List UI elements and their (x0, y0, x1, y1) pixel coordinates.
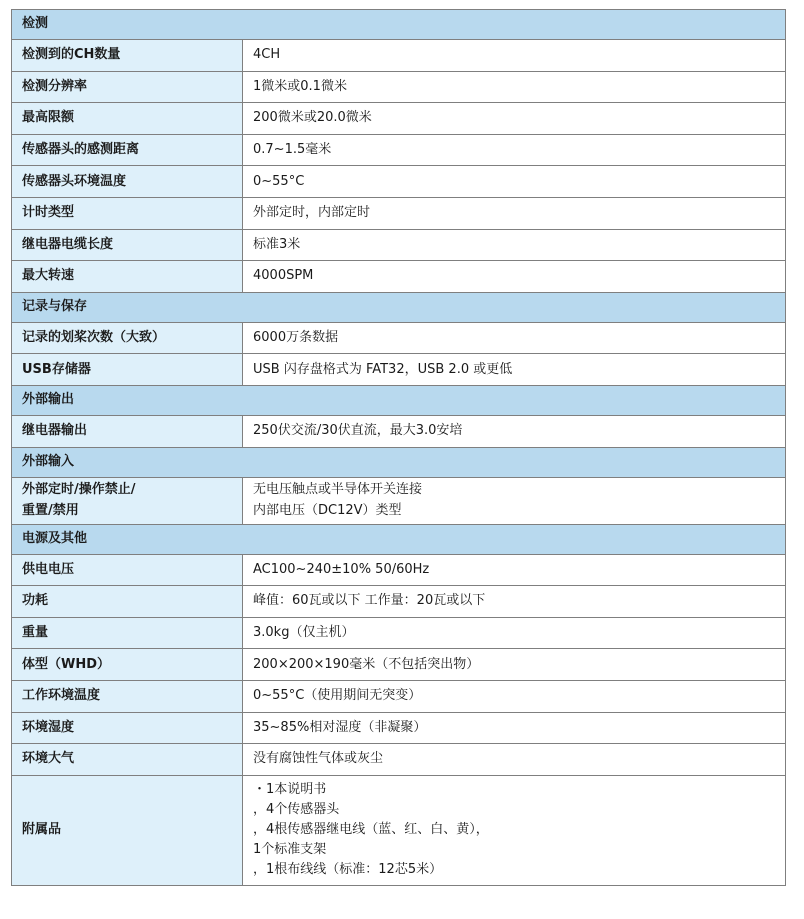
row-value: 6000万条数据 (243, 322, 786, 354)
row-value: 1微米或0.1微米 (243, 71, 786, 103)
row-value: 250伏交流/30伏直流，最大3.0安培 (243, 415, 786, 447)
table-row (12, 617, 786, 649)
row-label: 传感器头环境温度 (12, 166, 243, 198)
table-row (12, 477, 786, 524)
row-label: 工作环境温度 (12, 680, 243, 712)
table-row (12, 775, 786, 885)
section-header (12, 292, 786, 322)
row-value: 没有腐蚀性气体或灰尘 (243, 744, 786, 776)
table-row (12, 40, 786, 72)
row-value: 4CH (243, 40, 786, 72)
row-value: 峰值：60瓦或以下 工作量：20瓦或以下 (243, 586, 786, 618)
row-label: 环境湿度 (12, 712, 243, 744)
accessory-line: 1个标准支架 (253, 842, 327, 858)
table-row (12, 322, 786, 354)
accessory-line: ，4个传感器头 (253, 801, 340, 817)
row-value: 0~55°C（使用期间无突变） (243, 680, 786, 712)
spec-table (11, 9, 786, 886)
section-title: 外部输出 (12, 385, 786, 415)
accessory-line: ，4根传感器继电线（蓝、红、白、黄）， (253, 822, 489, 838)
section-title: 检测 (12, 10, 786, 40)
row-value: 外部定时，内部定时 (243, 197, 786, 229)
row-label: 继电器电缆长度 (12, 229, 243, 261)
row-value (243, 775, 786, 885)
table-row (12, 134, 786, 166)
row-value: 0~55°C (243, 166, 786, 198)
row-label: 检测到的CH数量 (12, 40, 243, 72)
row-label: 重量 (12, 617, 243, 649)
section-header (12, 385, 786, 415)
row-value (243, 477, 786, 524)
row-value-line: 无电压触点或半导体开关连接 (253, 482, 423, 498)
row-value: USB 闪存盘格式为 FAT32，USB 2.0 或更低 (243, 354, 786, 386)
row-label: 体型（WHD） (12, 649, 243, 681)
table-row (12, 261, 786, 293)
section-header (12, 10, 786, 40)
accessory-line: ・1本说明书 (253, 781, 327, 797)
row-label: 传感器头的感测距离 (12, 134, 243, 166)
row-value: 4000SPM (243, 261, 786, 293)
section-header (12, 524, 786, 554)
row-label: 附属品 (12, 775, 243, 885)
row-value: 3.0kg（仅主机） (243, 617, 786, 649)
row-value: 200微米或20.0微米 (243, 103, 786, 135)
row-label: 功耗 (12, 586, 243, 618)
section-title: 外部输入 (12, 447, 786, 477)
row-label-line: 重置/禁用 (22, 502, 79, 518)
table-row (12, 415, 786, 447)
table-row (12, 554, 786, 586)
table-row (12, 586, 786, 618)
row-label: 记录的划桨次数（大致） (12, 322, 243, 354)
table-row (12, 680, 786, 712)
row-label-line: 外部定时/操作禁止/ (22, 482, 136, 498)
row-label (12, 477, 243, 524)
table-row (12, 649, 786, 681)
accessory-line: ，1根布线线（标准：12芯5米） (253, 862, 443, 878)
row-value: 标准3米 (243, 229, 786, 261)
row-value: 200×200×190毫米（不包括突出物） (243, 649, 786, 681)
table-row (12, 229, 786, 261)
row-value: AC100~240±10% 50/60Hz (243, 554, 786, 586)
section-title: 电源及其他 (12, 524, 786, 554)
table-row (12, 712, 786, 744)
row-label: 供电电压 (12, 554, 243, 586)
row-value-line: 内部电压（DC12V）类型 (253, 502, 402, 518)
row-label: 检测分辨率 (12, 71, 243, 103)
table-row (12, 744, 786, 776)
section-title: 记录与保存 (12, 292, 786, 322)
row-value: 35~85%相对湿度（非凝聚） (243, 712, 786, 744)
row-label: 最高限额 (12, 103, 243, 135)
table-row (12, 103, 786, 135)
row-label: USB存储器 (12, 354, 243, 386)
table-row (12, 197, 786, 229)
table-row (12, 71, 786, 103)
section-header (12, 447, 786, 477)
table-row (12, 354, 786, 386)
row-label: 继电器输出 (12, 415, 243, 447)
row-label: 计时类型 (12, 197, 243, 229)
row-value: 0.7~1.5毫米 (243, 134, 786, 166)
row-label: 环境大气 (12, 744, 243, 776)
row-label: 最大转速 (12, 261, 243, 293)
table-row (12, 166, 786, 198)
